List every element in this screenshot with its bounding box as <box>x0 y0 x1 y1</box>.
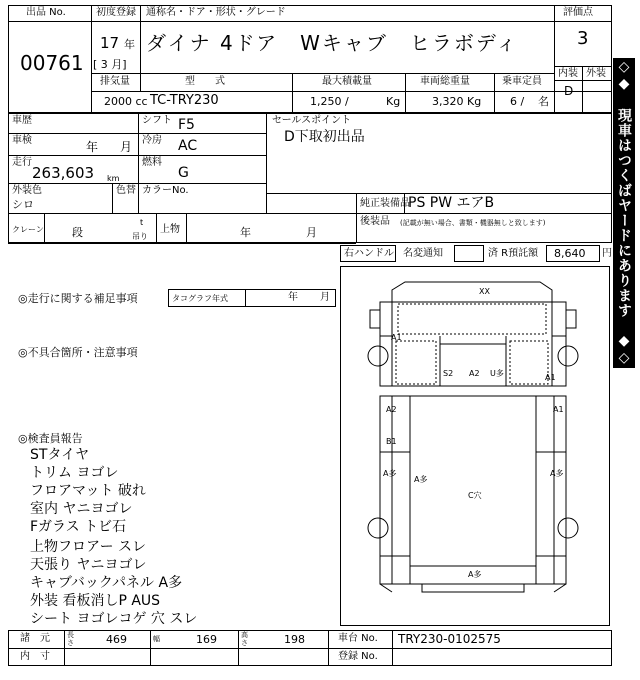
damage-mark: A1 <box>545 373 556 382</box>
crane-tsuri: 吊り <box>132 232 148 241</box>
reg-year: 17 <box>100 34 120 52</box>
damage-mark: XX <box>479 287 490 296</box>
color-value: シロ <box>12 198 34 211</box>
inspection-year-unit: 年 <box>86 140 99 154</box>
damage-mark: A2 <box>469 369 480 378</box>
damage-mark: A多 <box>468 570 482 579</box>
lot-label: 出品 No. <box>26 7 66 18</box>
inspection-month-unit: 月 <box>120 140 133 154</box>
recycle-amount: 8,640 <box>554 247 586 260</box>
gross-label: 車両総重量 <box>420 76 470 87</box>
inspector-line: キャブバックパネル A多 <box>30 575 183 591</box>
length-label: 長さ <box>67 631 74 647</box>
gross-weight: 3,320 Kg <box>432 95 482 108</box>
height-value: 198 <box>284 633 305 646</box>
inspector-line: トリム ヨゴレ <box>30 465 119 481</box>
damage-mark: C穴 <box>468 491 482 500</box>
driving-notes-label: ◎走行に関する補足事項 <box>18 292 138 305</box>
height-label: 高さ <box>241 631 248 647</box>
first-reg-label: 初度登録 <box>96 7 136 18</box>
damage-mark: S2 <box>443 369 454 378</box>
inspector-line: 天張り ヤニヨゴレ <box>30 557 147 573</box>
shift-value: F5 <box>178 117 195 133</box>
maxload-label: 最大積載量 <box>322 76 372 87</box>
name-change-box <box>454 245 484 262</box>
defects-label: ◎不具合箇所・注意事項 <box>18 346 138 359</box>
shift-label: シフト <box>142 115 172 126</box>
rhd-flag: 右ハンドル <box>344 248 394 259</box>
dims-label: 諸 元 <box>20 633 50 644</box>
capacity-unit: 名 <box>538 95 549 108</box>
interior-dims-label: 内 寸 <box>20 651 50 662</box>
inspector-label: ◎検査員報告 <box>18 432 83 445</box>
car-name-label: 通称名・ドア・形状・グレード <box>146 7 286 18</box>
location-banner: ◇◆ 現車はつくばヤードにあります ◆◇ <box>613 58 635 368</box>
sales-point-value: D下取初出品 <box>284 129 365 145</box>
color-label: 外装色 <box>12 185 42 196</box>
capacity-label: 乗車定員 <box>502 76 542 87</box>
equipment-label: 純正装備品 <box>360 198 410 209</box>
fuel-label: 燃料 <box>142 157 162 168</box>
equipment-value: PS PW エアB <box>408 195 495 211</box>
fuel-value: G <box>178 165 189 181</box>
crane-dan: 段 <box>72 226 83 239</box>
crane-t: t <box>140 218 144 227</box>
lot-number: 00761 <box>20 51 84 75</box>
color-change-label: 色替 <box>116 185 136 196</box>
aftermarket-note: (記載が無い場合、書類・機器無しと致します) <box>400 219 546 227</box>
inspector-line: 室内 ヤニヨゴレ <box>30 501 133 517</box>
sales-point-label: セールスポイント <box>272 115 352 126</box>
car-name: ダイナ 4ドア Wキャブ ヒラボディ <box>146 31 519 55</box>
reg-year-unit: 年 <box>124 38 135 51</box>
mileage-label: 走行 <box>12 157 32 168</box>
tacho-month: 月 <box>320 292 330 303</box>
aftermarket-label: 後装品 <box>360 216 390 227</box>
damage-mark: A多 <box>414 475 428 484</box>
inspection-label: 車検 <box>12 135 32 146</box>
ac-label: 冷房 <box>142 135 162 146</box>
damage-mark: A多 <box>550 469 564 478</box>
mileage-value: 263,603 <box>32 164 95 182</box>
recycle-label: 済 R預託額 <box>488 248 539 259</box>
damage-mark: U多 <box>490 369 504 378</box>
model-code: TC-TRY230 <box>150 93 219 108</box>
width-value: 169 <box>196 633 217 646</box>
joubutsu-month: 月 <box>306 226 317 239</box>
displacement: 2000 cc <box>104 95 148 108</box>
mileage-unit: km <box>107 174 120 183</box>
inspector-line: シート ヨゴレコゲ 穴 スレ <box>30 611 198 627</box>
capacity: 6 / <box>510 95 525 108</box>
tacho-label: タコグラフ年式 <box>172 294 228 303</box>
length-value: 469 <box>106 633 127 646</box>
model-label: 型 式 <box>185 76 225 87</box>
crane-label: クレーン <box>12 225 44 234</box>
damage-mark: A多 <box>383 469 397 478</box>
interior-label: 内装 <box>558 68 578 79</box>
score-label: 評価点 <box>563 7 593 18</box>
score-value: 3 <box>577 28 589 49</box>
inspector-line: 上物フロアー スレ <box>30 539 147 555</box>
recycle-unit: 円 <box>602 248 612 259</box>
inspector-line: Fガラス トビ石 <box>30 519 127 535</box>
inspector-line: STタイヤ <box>30 447 90 463</box>
exterior-label: 外装 <box>586 68 606 79</box>
damage-mark: A1 <box>553 405 564 414</box>
max-load: 1,250 / <box>310 95 349 108</box>
interior-score: D <box>564 84 574 98</box>
name-change-label: 名変通知 <box>403 248 443 259</box>
width-label: 幅 <box>153 635 160 643</box>
disp-label: 排気量 <box>100 76 130 87</box>
reg-no-label: 登録 No. <box>338 651 378 662</box>
reg-month: [ 3 月] <box>93 58 127 71</box>
damage-mark: A1 <box>391 333 402 342</box>
joubutsu-label: 上物 <box>160 224 180 235</box>
color-number-label: カラーNo. <box>142 185 189 196</box>
tacho-year: 年 <box>288 292 298 303</box>
joubutsu-year: 年 <box>240 226 251 239</box>
inspector-line: フロアマット 破れ <box>30 483 146 499</box>
max-load-unit: Kg <box>386 95 401 108</box>
chassis-label: 車台 No. <box>338 633 378 644</box>
damage-mark: A2 <box>386 405 397 414</box>
damage-mark: B1 <box>386 437 397 446</box>
history-label: 車歴 <box>12 115 32 126</box>
ac-value: AC <box>178 138 198 154</box>
chassis-value: TRY230-0102575 <box>398 632 501 646</box>
inspector-line: 外装 看板消しP AUS <box>30 593 161 609</box>
